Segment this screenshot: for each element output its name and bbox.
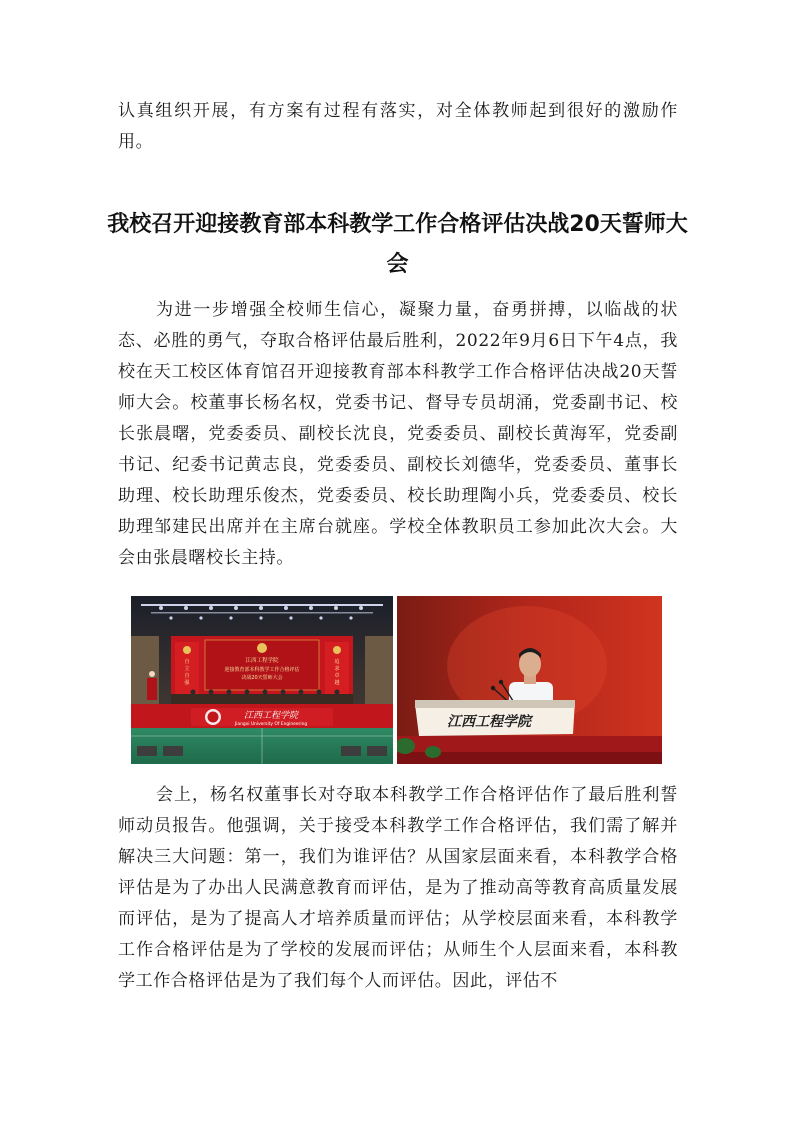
banner-right-char-2: 求 <box>334 666 340 672</box>
podium-name-en: Jiangxi University Of Engineering <box>234 722 308 727</box>
banner-right-char-4: 越 <box>334 680 340 686</box>
photo-conference-stage <box>131 596 393 764</box>
lectern-name: 江西工程学院 <box>447 714 531 730</box>
screen-line-2: 迎接教育部本科教学工作合格评估 <box>224 667 300 673</box>
podium-name-cn: 江西工程学院 <box>243 711 299 721</box>
banner-right-char-1: 追 <box>334 659 340 665</box>
paragraph-intro: 为进一步增强全校师生信心，凝聚力量，奋勇拼搏，以临战的状态、必胜的勇气，夺取合格评估最后胜利，2022年9月6日下午4点，我校在天工校区体育馆召开迎接教育部本科教学工作合格评估决战20天誓师大会。校董事长杨名权，党委书记、督导专员胡涌，党委副书记、校长张晨曙，党委委员、副校长沈良，党委委员、副校长黄海军，党委副书记、纪委书记黄志良，党委委员、副校长刘德华，党委委员、董事长助理、校长助理乐俊杰，党委委员、校长助理陶小兵，党委委员、校长助理邹建民出席并在主席台就座。学校全体教职员工参加此次大会。大会由张晨曙校长主持。 <box>118 300 678 568</box>
paragraph-speech: 会上，杨名权董事长对夺取本科教学工作合格评估作了最后胜利誓师动员报告。他强调，关于接受本科教学工作合格评估，我们需了解并解决三大问题：第一，我们为谁评估？从国家层面来看，本科教学合格评估是为了办出人民满意教育而评估，是为了推动高等教育高质量发展而评估，是为了提高人才培养质量而评估；从学校层面来看，本科教学工作合格评估是为了学校的发展而评估；从师生个人层面来看，本科教学工作合格评估是为了我们每个人而评估。因此，评估不 <box>118 785 678 991</box>
banner-left-char-4: 强 <box>184 680 190 686</box>
screen-line-1: 江西工程学院 <box>245 658 279 664</box>
paragraph-top: 认真组织开展，有方案有过程有落实，对全体教师起到很好的激励作用。 <box>118 101 678 152</box>
banner-right-char-3: 卓 <box>334 673 340 679</box>
banner-left-char-2: 立 <box>184 666 190 672</box>
banner-left-char-1: 自 <box>184 659 190 665</box>
photo-speaker-podium <box>397 596 662 764</box>
screen-line-3: 决战20天誓师大会 <box>241 675 283 681</box>
article-headline: 我校召开迎接教育部本科教学工作合格评估决战20天誓师大会 <box>107 212 688 277</box>
banner-left-char-3: 自 <box>184 673 190 679</box>
